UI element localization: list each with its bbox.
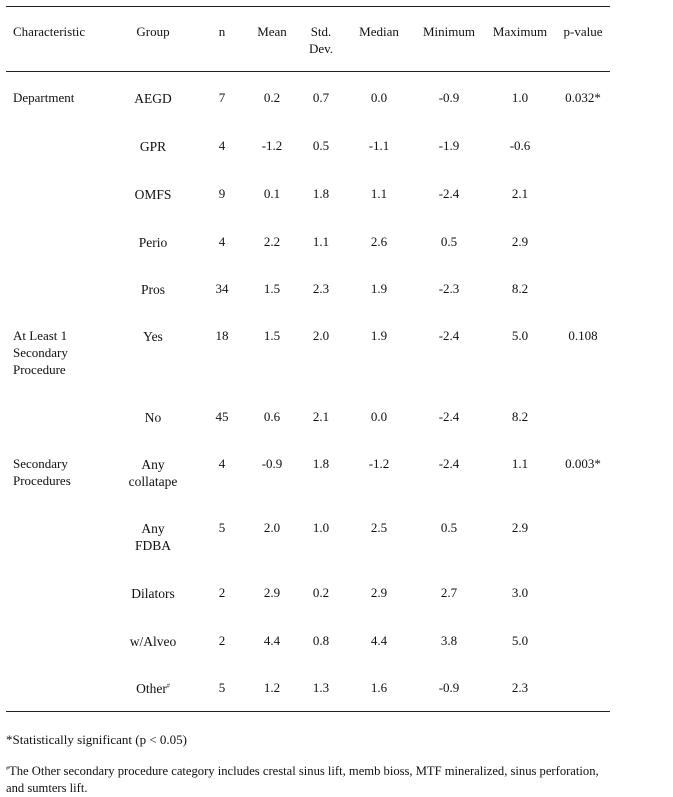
- cell-std: 1.3: [312, 680, 330, 695]
- cell-std: 1.1: [312, 234, 330, 249]
- group-line: OMFS: [134, 187, 172, 202]
- header-std-line1: Std.: [310, 24, 332, 39]
- cell-p: 0.032*: [565, 90, 601, 105]
- characteristic-line: Secondary: [13, 456, 68, 471]
- cell-max: 2.1: [511, 186, 529, 201]
- cell-mean: 0.6: [263, 409, 281, 424]
- cell-mean: -0.9: [261, 456, 283, 471]
- characteristic-line: At Least 1: [13, 328, 68, 343]
- group-line: AEGD: [134, 91, 172, 106]
- cell-std: 2.1: [312, 409, 330, 424]
- row-characteristic: [13, 327, 68, 378]
- header-median: Median: [359, 24, 399, 39]
- footnote-significance: *Statistically significant (p < 0.05): [6, 732, 187, 747]
- group-line: w/Alveo: [129, 634, 177, 649]
- row-group: [113, 90, 193, 107]
- cell-std: 0.5: [312, 138, 330, 153]
- group-line: Any: [141, 521, 165, 536]
- header-maximum: Maximum: [492, 24, 548, 39]
- header-bottom-rule: [6, 71, 610, 72]
- cell-n: 5: [218, 520, 226, 535]
- header-group: Group: [136, 24, 170, 39]
- cell-n: 5: [218, 680, 226, 695]
- cell-mean: 0.2: [263, 90, 281, 105]
- cell-n: 4: [218, 234, 226, 249]
- cell-max: 5.0: [511, 633, 529, 648]
- cell-median: -1.2: [368, 456, 390, 471]
- cell-max: 5.0: [511, 328, 529, 343]
- cell-max: -0.6: [509, 138, 531, 153]
- cell-max: 8.2: [511, 281, 529, 296]
- cell-std: 0.8: [312, 633, 330, 648]
- cell-n: 4: [218, 138, 226, 153]
- cell-std: 1.8: [312, 456, 330, 471]
- group-line: Any: [141, 457, 165, 472]
- header-std-dev: [296, 23, 346, 57]
- group-line: Pros: [140, 282, 165, 297]
- footnote-other: [6, 763, 671, 797]
- cell-std: 2.0: [312, 328, 330, 343]
- cell-std: 1.0: [312, 520, 330, 535]
- table-top-rule: [6, 6, 610, 7]
- cell-n: 34: [215, 281, 229, 296]
- cell-n: 4: [218, 456, 226, 471]
- cell-min: 3.8: [440, 633, 458, 648]
- group-line: Yes: [143, 329, 163, 344]
- row-group: [113, 633, 193, 650]
- cell-max: 1.0: [511, 90, 529, 105]
- header-n: n: [218, 24, 226, 39]
- header-mean: Mean: [257, 24, 287, 39]
- header-characteristic: Characteristic: [13, 24, 86, 39]
- cell-n: 7: [218, 90, 226, 105]
- cell-mean: -1.2: [261, 138, 283, 153]
- cell-min: -1.9: [438, 138, 460, 153]
- cell-max: 3.0: [511, 585, 529, 600]
- cell-min: -2.4: [438, 328, 460, 343]
- row-group: [113, 520, 193, 554]
- row-group: [113, 138, 193, 155]
- characteristic-line: Procedures: [13, 473, 71, 488]
- row-group: [113, 281, 193, 298]
- cell-max: 2.3: [511, 680, 529, 695]
- cell-p: 0.003*: [565, 456, 601, 471]
- cell-n: 2: [218, 585, 226, 600]
- cell-min: -0.9: [438, 90, 460, 105]
- group-footnote-marker: #: [166, 683, 170, 690]
- cell-n: 45: [215, 409, 229, 424]
- cell-max: 8.2: [511, 409, 529, 424]
- cell-median: 1.9: [370, 328, 388, 343]
- cell-mean: 0.1: [263, 186, 281, 201]
- cell-median: 1.9: [370, 281, 388, 296]
- row-group: [113, 680, 193, 697]
- cell-median: 0.0: [370, 90, 388, 105]
- row-group: [113, 409, 193, 426]
- cell-max: 2.9: [511, 234, 529, 249]
- row-group: [113, 328, 193, 345]
- row-group: [113, 186, 193, 203]
- cell-std: 1.8: [312, 186, 330, 201]
- header-std-line2: Dev.: [308, 41, 334, 56]
- group-line: Dilators: [131, 586, 175, 601]
- cell-median: 0.0: [370, 409, 388, 424]
- cell-max: 2.9: [511, 520, 529, 535]
- cell-min: 0.5: [440, 520, 458, 535]
- row-group: [113, 234, 193, 251]
- characteristic-line: Procedure: [13, 362, 66, 377]
- cell-median: 2.6: [370, 234, 388, 249]
- cell-mean: 1.5: [263, 328, 281, 343]
- cell-std: 0.2: [312, 585, 330, 600]
- cell-mean: 4.4: [263, 633, 281, 648]
- group-line: Other: [136, 681, 167, 696]
- cell-mean: 2.0: [263, 520, 281, 535]
- cell-n: 18: [215, 328, 229, 343]
- cell-mean: 2.2: [263, 234, 281, 249]
- row-group: [113, 456, 193, 490]
- cell-median: 4.4: [370, 633, 388, 648]
- cell-std: 2.3: [312, 281, 330, 296]
- cell-mean: 1.2: [263, 680, 281, 695]
- cell-min: -2.4: [438, 409, 460, 424]
- cell-median: 2.9: [370, 585, 388, 600]
- row-characteristic: [13, 89, 74, 106]
- cell-std: 0.7: [312, 90, 330, 105]
- cell-max: 1.1: [511, 456, 529, 471]
- cell-median: 1.1: [370, 186, 388, 201]
- group-line: GPR: [139, 139, 167, 154]
- footnote-other-line2: and sumters lift.: [6, 781, 88, 795]
- cell-min: -0.9: [438, 680, 460, 695]
- group-line: No: [144, 410, 162, 425]
- cell-n: 9: [218, 186, 226, 201]
- group-line: FDBA: [134, 538, 171, 553]
- cell-p: 0.108: [568, 328, 598, 343]
- cell-n: 2: [218, 633, 226, 648]
- cell-min: -2.4: [438, 186, 460, 201]
- cell-mean: 1.5: [263, 281, 281, 296]
- header-minimum: Minimum: [422, 24, 475, 39]
- group-line: collatape: [128, 474, 178, 489]
- characteristic-line: Secondary: [13, 345, 68, 360]
- row-characteristic: [13, 455, 71, 489]
- cell-min: 0.5: [440, 234, 458, 249]
- cell-median: 2.5: [370, 520, 388, 535]
- table-bottom-rule: [6, 711, 610, 712]
- characteristic-line: Department: [13, 90, 75, 105]
- row-group: [113, 585, 193, 602]
- cell-median: 1.6: [370, 680, 388, 695]
- group-line: Perio: [138, 235, 168, 250]
- header-pvalue: p-value: [563, 24, 603, 39]
- cell-min: -2.3: [438, 281, 460, 296]
- cell-min: 2.7: [440, 585, 458, 600]
- cell-median: -1.1: [368, 138, 390, 153]
- footnote-other-line1: The Other secondary procedure category includes crestal sinus lift, memb bioss, MTF mineralized, sinus perforation,: [9, 764, 599, 778]
- cell-mean: 2.9: [263, 585, 281, 600]
- cell-min: -2.4: [438, 456, 460, 471]
- footnote-other-marker: #: [6, 765, 9, 772]
